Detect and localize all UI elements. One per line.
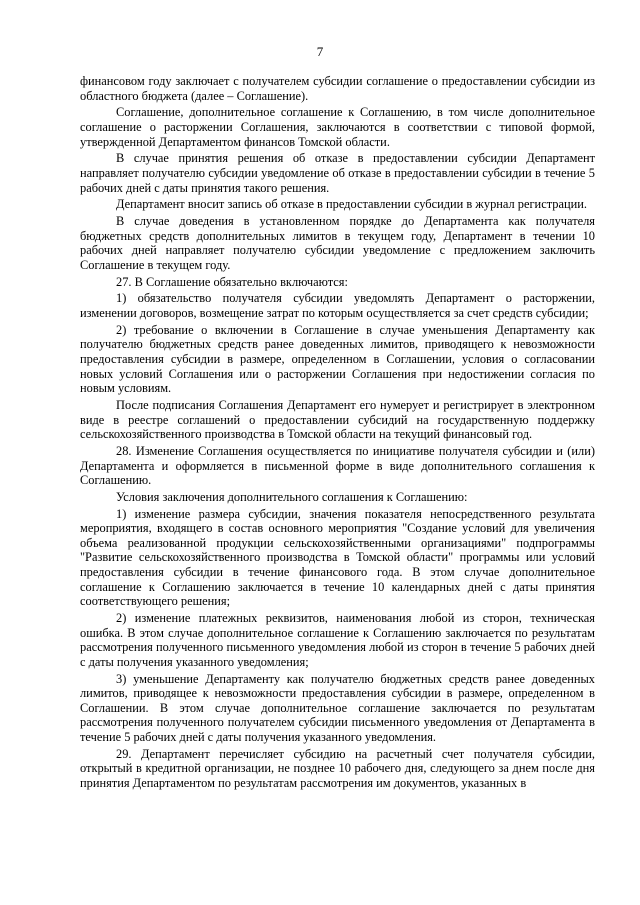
paragraph-clause-29: 29. Департамент перечисляет субсидию на расчетный счет получателя субсидии, открытый в кредитной организации, не позднее 10 рабочего дня, следующего за днем после дня принятия Департаментом по результатам рассмотрения им документов, указанных в	[80, 746, 595, 790]
paragraph-clause-27: 27. В Соглашение обязательно включаются:	[116, 274, 348, 289]
paragraph-refusal-notice: В случае принятия решения об отказе в предоставлении субсидии Департамент направляет получателю субсидии уведомление об отказе в предоставлении субсидии в течение 5 рабочих дней с даты принятия такого решения.	[80, 151, 595, 195]
paragraph-condition-1: 1) изменение размера субсидии, значения показателя непосредственного результата мероприятия, входящего в состав основного мероприятия "Создание условий для увеличения объема реализованной продукции сельскохозяйственными организациями" подпрограммы "Развитие сельскохозяйственного производства в Томской области" программы или условий предоставления субсидии в течение финансового года. В этом случае дополнительное соглашение к Соглашению заключается в течение 10 календарных дней с даты принятия соответствующего решения;	[80, 506, 595, 609]
paragraph-refusal-record: Департамент вносит запись об отказе в предоставлении субсидии в журнал регистрации.	[116, 197, 587, 212]
paragraph-condition-3: 3) уменьшение Департаменту как получателю бюджетных средств ранее доведенных лимитов, приводящее к невозможности предоставления субсидии в размере, определенном в Соглашении. В этом случае дополнительное соглашение заключается по результатам рассмотрения полученного получателем субсидии письменного уведомления от Департамента в течение 5 рабочих дней с даты получения указанного уведомления.	[80, 671, 595, 744]
page-number: 7	[316, 44, 324, 59]
paragraph-clause-27-item-1: 1) обязательство получателя субсидии уведомлять Департамент о расторжении, изменении договоров, возмещение затрат по которым осуществляется за счет средств субсидии;	[80, 291, 595, 321]
paragraph-conditions-heading: Условия заключения дополнительного соглашения к Соглашению:	[116, 489, 468, 504]
document-body	[80, 74, 595, 793]
paragraph-registration: После подписания Соглашения Департамент его нумерует и регистрирует в электронном виде в реестре соглашений о предоставлении субсидий на государственную поддержку сельскохозяйственного производства в Томской области на текущий финансовый год.	[80, 397, 595, 442]
paragraph-clause-28: 28. Изменение Соглашения осуществляется по инициативе получателя субсидии и (или) Департамента и оформляется в письменной форме в виде дополнительного соглашения к Соглашению.	[80, 443, 595, 488]
paragraph-clause-27-item-2: 2) требование о включении в Соглашение в случае уменьшения Департаменту как получателю бюджетных средств ранее доведенных лимитов, приводящего к невозможности предоставления субсидии в размере, определенном в Соглашении, условия о согласовании новых условий Соглашения или о расторжении Соглашения при недостижении согласия по новым условиям.	[80, 322, 595, 396]
paragraph-condition-2: 2) изменение платежных реквизитов, наименования любой из сторон, техническая ошибка. В этом случае дополнительное соглашение к Соглашению заключается по результатам рассмотрения полученного письменного уведомления любой из сторон в течение 5 рабочих дней с даты получения указанного уведомления;	[80, 611, 595, 669]
paragraph-agreement-form: Соглашение, дополнительное соглашение к Соглашению, в том числе дополнительное соглашение о расторжении Соглашения, заключаются в соответствии с типовой формой, утвержденной Департаментом финансов Томской области.	[80, 105, 595, 149]
paragraph-continuation: финансовом году заключает с получателем субсидии соглашение о предоставлении субсидии из областного бюджета (далее – Соглашение).	[80, 74, 595, 103]
paragraph-additional-limits: В случае доведения в установленном порядке до Департамента как получателя бюджетных средств дополнительных лимитов в текущем году, Департамент в течении 10 рабочих дней направляет получателю субсидии уведомление с предложением заключить Соглашение в текущем году.	[80, 214, 595, 272]
